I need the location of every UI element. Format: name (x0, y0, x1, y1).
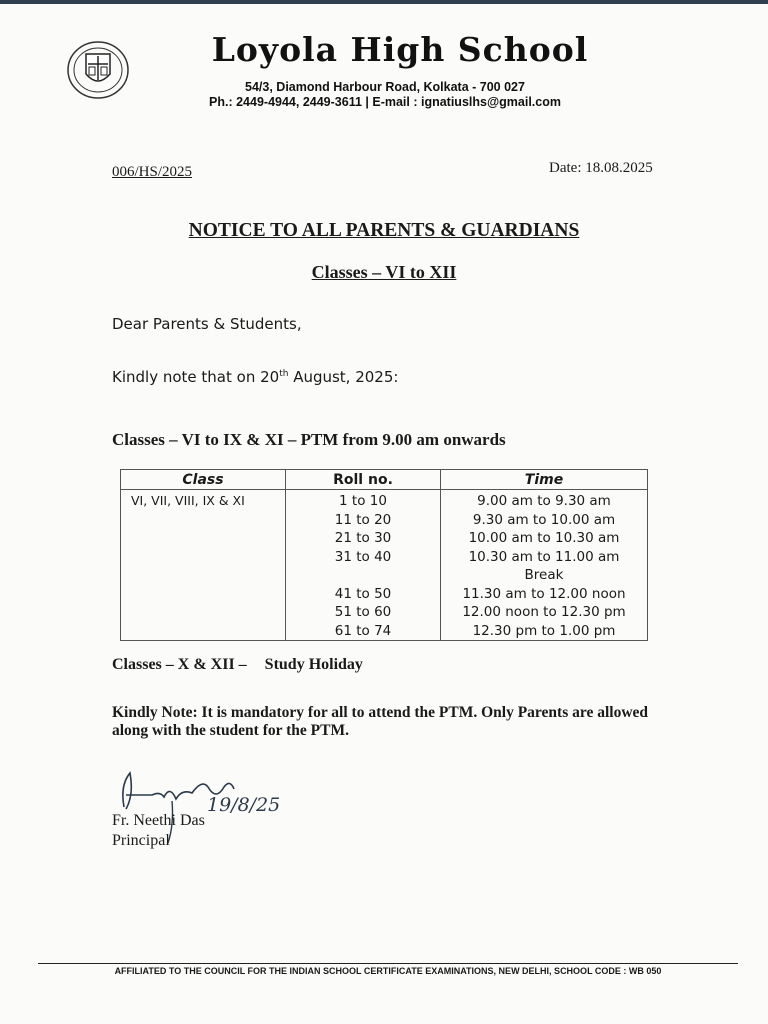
school-contact: Ph.: 2449-4944, 2449-3611 | E-mail : ignatiuslhs@gmail.com (209, 95, 561, 109)
time-item: 11.30 am to 12.00 noon (462, 585, 626, 602)
time-cell (441, 490, 648, 641)
roll-item: 1 to 10 (339, 493, 387, 509)
section-ptm-heading: Classes – VI to IX & XI – PTM from 9.00 am onwards (112, 430, 506, 449)
time-item: 9.00 am to 9.30 am (477, 493, 611, 509)
roll-cell (286, 490, 441, 641)
roll-item: 21 to 30 (334, 530, 392, 546)
signature-date: 19/8/25 (207, 794, 281, 816)
header-roll: Roll no. (286, 470, 441, 490)
school-address: 54/3, Diamond Harbour Road, Kolkata - 700 027 (245, 80, 525, 94)
notice-date: Date: 18.08.2025 (549, 160, 653, 176)
footer-divider (38, 963, 738, 964)
roll-item: 31 to 40 (334, 548, 392, 565)
roll-item: 51 to 60 (334, 604, 392, 620)
table-row (121, 490, 648, 641)
affiliation-footer: AFFILIATED TO THE COUNCIL FOR THE INDIAN SCHOOL CERTIFICATE EXAMINATIONS, NEW DELHI, SCHOOL CODE : WB 050 (114, 966, 662, 976)
scan-top-edge (0, 0, 768, 4)
roll-item: 41 to 50 (334, 585, 392, 602)
roll-item: 11 to 20 (334, 511, 392, 528)
principal-name: Fr. Neethi Das (112, 812, 205, 829)
intro-line (112, 368, 398, 386)
principal-title: Principal (112, 832, 170, 849)
school-crest-icon (66, 40, 130, 100)
intro-text-end: August, 2025: (288, 368, 399, 386)
time-item: 10.00 am to 10.30 am (468, 530, 620, 546)
section-label: Classes – X & XII – (112, 656, 247, 673)
greeting: Dear Parents & Students, (112, 315, 302, 333)
roll-item (286, 566, 440, 585)
roll-item: 61 to 74 (334, 622, 392, 639)
intro-superscript: th (279, 369, 289, 379)
notice-subtitle: Classes – VI to XII (311, 262, 457, 282)
header-class: Class (121, 470, 286, 490)
time-item: 12.00 noon to 12.30 pm (462, 604, 626, 620)
notice-title: NOTICE TO ALL PARENTS & GUARDIANS (188, 220, 580, 241)
time-item: 9.30 am to 10.00 am (472, 511, 616, 528)
intro-text: Kindly note that on 20 (112, 368, 280, 386)
time-item: 12.30 pm to 1.00 pm (472, 622, 616, 639)
class-cell: VI, VII, VIII, IX & XI (121, 490, 286, 641)
table-header-row (121, 470, 648, 490)
ptm-schedule-table (120, 469, 648, 641)
reference-number: 006/HS/2025 (112, 164, 193, 180)
mandatory-note: Kindly Note: It is mandatory for all to attend the PTM. Only Parents are allowed along with the student for the PTM. (112, 704, 649, 739)
header-time: Time (441, 470, 648, 490)
school-name: Loyola High School (211, 30, 589, 69)
time-item: 10.30 am to 11.00 am (468, 548, 620, 565)
section-value: Study Holiday (264, 656, 363, 673)
section-study-holiday (112, 656, 363, 674)
time-item: Break (524, 567, 564, 583)
